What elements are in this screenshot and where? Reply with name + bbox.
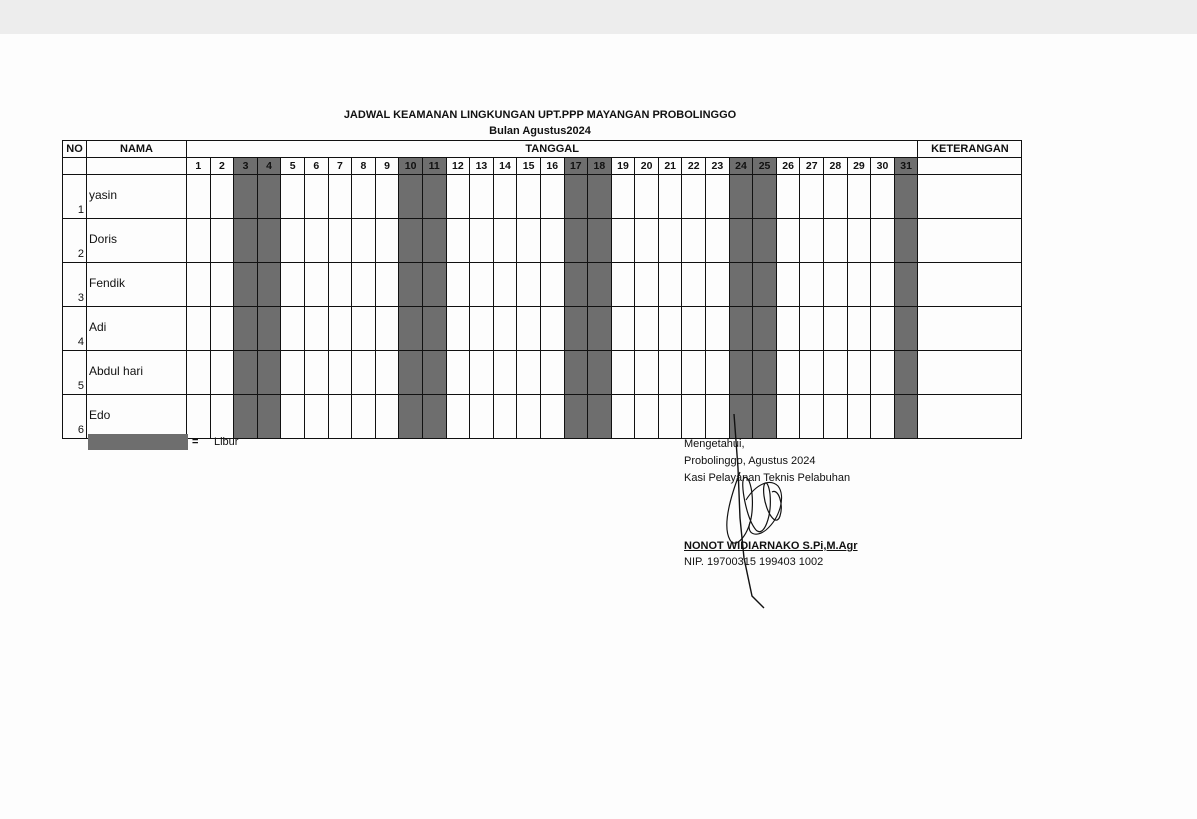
header-no: NO xyxy=(63,141,87,158)
day-number-cell: 30 xyxy=(871,158,895,175)
day-cell xyxy=(328,263,352,307)
day-cell xyxy=(706,307,730,351)
day-cell xyxy=(352,219,376,263)
day-cell xyxy=(352,307,376,351)
day-cell xyxy=(352,351,376,395)
day-number-cell: 16 xyxy=(540,158,564,175)
day-cell-off xyxy=(234,307,258,351)
day-cell-off xyxy=(753,219,777,263)
day-cell xyxy=(493,307,517,351)
day-cell-off xyxy=(399,351,423,395)
day-cell xyxy=(493,219,517,263)
day-cell xyxy=(635,175,659,219)
day-number-cell: 14 xyxy=(493,158,517,175)
table-row xyxy=(63,219,1022,263)
day-cell-off xyxy=(894,307,918,351)
day-cell-off xyxy=(564,175,588,219)
legend-label: Libur xyxy=(214,436,239,448)
day-cell xyxy=(446,395,470,439)
signer-name: NONOT WIDIARNAKO S.Pi,M.Agr xyxy=(684,540,858,552)
day-cell xyxy=(470,395,494,439)
day-cell xyxy=(493,351,517,395)
day-cell xyxy=(824,395,848,439)
day-cell-off xyxy=(257,175,281,219)
day-cell xyxy=(375,263,399,307)
day-cell xyxy=(682,219,706,263)
day-cell xyxy=(517,219,541,263)
day-cell xyxy=(540,263,564,307)
table-row xyxy=(63,263,1022,307)
day-cell xyxy=(824,307,848,351)
day-cell xyxy=(658,351,682,395)
day-cell-off xyxy=(422,395,446,439)
row-name: Fendik xyxy=(87,263,187,307)
day-cell-off xyxy=(588,395,612,439)
day-number-row xyxy=(63,158,1022,175)
day-cell xyxy=(304,219,328,263)
day-cell xyxy=(611,395,635,439)
day-cell xyxy=(635,263,659,307)
day-number-cell: 18 xyxy=(588,158,612,175)
day-cell xyxy=(658,263,682,307)
day-cell xyxy=(776,175,800,219)
day-cell xyxy=(540,307,564,351)
day-number-cell: 15 xyxy=(517,158,541,175)
day-cell xyxy=(658,219,682,263)
row-name: Adi xyxy=(87,307,187,351)
day-cell-off xyxy=(234,263,258,307)
day-cell-off xyxy=(588,351,612,395)
day-cell xyxy=(776,307,800,351)
header-tanggal: TANGGAL xyxy=(187,141,918,158)
row-name: Doris xyxy=(87,219,187,263)
day-number-cell: 9 xyxy=(375,158,399,175)
row-number: 1 xyxy=(63,175,87,219)
day-cell xyxy=(187,307,211,351)
day-cell xyxy=(187,175,211,219)
day-cell xyxy=(871,351,895,395)
day-cell-off xyxy=(257,351,281,395)
day-number-cell: 3 xyxy=(234,158,258,175)
day-cell xyxy=(352,263,376,307)
sign-place-date: Probolinggo, Agustus 2024 xyxy=(684,455,816,467)
day-cell xyxy=(210,263,234,307)
day-cell-off xyxy=(729,219,753,263)
sign-acknowledged: Mengetahui, xyxy=(684,438,745,450)
day-cell-off xyxy=(257,263,281,307)
day-cell xyxy=(540,395,564,439)
row-name: Abdul hari xyxy=(87,351,187,395)
day-cell xyxy=(706,219,730,263)
day-cell xyxy=(682,307,706,351)
day-cell-off xyxy=(894,219,918,263)
day-cell xyxy=(304,395,328,439)
day-cell xyxy=(800,175,824,219)
day-number-cell: 25 xyxy=(753,158,777,175)
day-cell xyxy=(800,219,824,263)
day-number-cell: 13 xyxy=(470,158,494,175)
day-cell xyxy=(847,307,871,351)
day-cell-off xyxy=(422,175,446,219)
day-cell xyxy=(706,351,730,395)
day-cell xyxy=(304,351,328,395)
day-cell xyxy=(375,395,399,439)
day-cell xyxy=(871,263,895,307)
day-cell xyxy=(304,263,328,307)
day-cell-off xyxy=(234,351,258,395)
day-cell-off xyxy=(422,307,446,351)
document-subtitle: Bulan Agustus2024 xyxy=(489,125,591,137)
day-cell-off xyxy=(422,263,446,307)
day-cell-off xyxy=(257,219,281,263)
day-cell xyxy=(304,175,328,219)
row-keterangan xyxy=(918,219,1022,263)
day-number-cell: 12 xyxy=(446,158,470,175)
day-cell-off xyxy=(564,351,588,395)
table-row xyxy=(63,395,1022,439)
day-cell xyxy=(517,307,541,351)
day-cell xyxy=(776,219,800,263)
signer-nip: NIP. 19700315 199403 1002 xyxy=(684,556,824,568)
day-cell xyxy=(847,351,871,395)
day-cell xyxy=(824,351,848,395)
day-cell xyxy=(824,263,848,307)
day-cell xyxy=(517,351,541,395)
day-cell xyxy=(847,219,871,263)
day-cell-off xyxy=(399,307,423,351)
day-cell xyxy=(517,395,541,439)
day-cell-off xyxy=(753,351,777,395)
row-keterangan xyxy=(918,175,1022,219)
day-cell xyxy=(824,219,848,263)
day-cell xyxy=(304,307,328,351)
header-keterangan-blank xyxy=(918,158,1022,175)
day-cell xyxy=(871,395,895,439)
day-cell-off xyxy=(894,351,918,395)
day-cell xyxy=(210,175,234,219)
day-number-cell: 20 xyxy=(635,158,659,175)
day-cell xyxy=(375,351,399,395)
legend-equals: = xyxy=(192,436,199,448)
day-cell xyxy=(328,175,352,219)
day-cell xyxy=(635,351,659,395)
day-cell xyxy=(682,351,706,395)
day-cell xyxy=(281,219,305,263)
day-cell xyxy=(847,395,871,439)
day-cell-off xyxy=(422,351,446,395)
day-cell xyxy=(375,175,399,219)
day-cell xyxy=(706,175,730,219)
day-cell-off xyxy=(753,175,777,219)
day-cell xyxy=(540,175,564,219)
day-number-cell: 21 xyxy=(658,158,682,175)
day-cell xyxy=(635,307,659,351)
day-cell-off xyxy=(894,263,918,307)
day-number-cell: 29 xyxy=(847,158,871,175)
day-cell xyxy=(517,175,541,219)
day-cell xyxy=(446,351,470,395)
day-cell xyxy=(470,307,494,351)
day-cell xyxy=(871,219,895,263)
day-number-cell: 6 xyxy=(304,158,328,175)
row-number: 6 xyxy=(63,395,87,439)
day-cell-off xyxy=(399,175,423,219)
day-cell xyxy=(328,307,352,351)
scan-top-band xyxy=(0,0,1197,34)
day-cell xyxy=(847,175,871,219)
day-cell xyxy=(281,351,305,395)
day-cell xyxy=(352,175,376,219)
row-number: 3 xyxy=(63,263,87,307)
day-cell xyxy=(847,263,871,307)
day-cell xyxy=(493,395,517,439)
legend-swatch xyxy=(88,434,188,450)
day-number-cell: 7 xyxy=(328,158,352,175)
day-cell-off xyxy=(588,219,612,263)
day-cell-off xyxy=(729,175,753,219)
day-cell-off xyxy=(894,175,918,219)
header-nama-blank xyxy=(87,158,187,175)
day-cell xyxy=(446,219,470,263)
day-cell-off xyxy=(729,263,753,307)
day-cell xyxy=(210,351,234,395)
day-cell xyxy=(540,219,564,263)
day-cell xyxy=(281,307,305,351)
row-keterangan xyxy=(918,395,1022,439)
day-cell xyxy=(540,351,564,395)
day-cell xyxy=(210,219,234,263)
day-cell-off xyxy=(588,307,612,351)
day-cell-off xyxy=(399,219,423,263)
day-cell xyxy=(328,219,352,263)
handwritten-signature xyxy=(700,408,810,612)
row-number: 4 xyxy=(63,307,87,351)
day-cell xyxy=(776,351,800,395)
row-keterangan xyxy=(918,263,1022,307)
day-cell xyxy=(281,263,305,307)
schedule-table xyxy=(62,140,1022,439)
day-cell xyxy=(800,351,824,395)
day-number-cell: 8 xyxy=(352,158,376,175)
day-cell xyxy=(187,351,211,395)
day-cell-off xyxy=(257,307,281,351)
day-cell xyxy=(493,175,517,219)
day-cell xyxy=(800,263,824,307)
day-cell-off xyxy=(588,263,612,307)
day-cell xyxy=(375,307,399,351)
day-cell xyxy=(446,175,470,219)
row-name: Edo xyxy=(87,395,187,439)
day-cell xyxy=(611,307,635,351)
day-cell-off xyxy=(399,395,423,439)
day-cell-off xyxy=(753,263,777,307)
day-cell xyxy=(328,395,352,439)
day-number-cell: 10 xyxy=(399,158,423,175)
day-cell-off xyxy=(422,219,446,263)
day-number-cell: 11 xyxy=(422,158,446,175)
day-number-cell: 5 xyxy=(281,158,305,175)
day-cell-off xyxy=(257,395,281,439)
day-number-cell: 19 xyxy=(611,158,635,175)
day-number-cell: 4 xyxy=(257,158,281,175)
day-cell-off xyxy=(234,219,258,263)
header-nama: NAMA xyxy=(87,141,187,158)
day-cell-off xyxy=(729,351,753,395)
day-cell xyxy=(824,175,848,219)
day-cell xyxy=(446,263,470,307)
day-cell-off xyxy=(753,307,777,351)
day-cell xyxy=(281,175,305,219)
day-cell-off xyxy=(564,395,588,439)
day-number-cell: 17 xyxy=(564,158,588,175)
day-number-cell: 2 xyxy=(210,158,234,175)
day-cell xyxy=(328,351,352,395)
row-name: yasin xyxy=(87,175,187,219)
table-row xyxy=(63,307,1022,351)
row-number: 2 xyxy=(63,219,87,263)
day-cell-off xyxy=(729,307,753,351)
day-cell xyxy=(210,307,234,351)
day-cell-off xyxy=(588,175,612,219)
day-cell xyxy=(871,307,895,351)
day-cell xyxy=(635,219,659,263)
day-cell xyxy=(352,395,376,439)
day-cell xyxy=(682,263,706,307)
day-cell xyxy=(658,395,682,439)
day-number-cell: 26 xyxy=(776,158,800,175)
row-number: 5 xyxy=(63,351,87,395)
day-cell xyxy=(470,263,494,307)
day-cell xyxy=(635,395,659,439)
day-number-cell: 22 xyxy=(682,158,706,175)
day-cell xyxy=(800,307,824,351)
day-number-cell: 23 xyxy=(706,158,730,175)
table-row xyxy=(63,175,1022,219)
day-cell xyxy=(611,263,635,307)
day-cell-off xyxy=(894,395,918,439)
day-cell xyxy=(611,175,635,219)
day-cell-off xyxy=(564,219,588,263)
day-number-cell: 24 xyxy=(729,158,753,175)
day-cell xyxy=(611,219,635,263)
day-cell-off xyxy=(564,307,588,351)
day-cell xyxy=(871,175,895,219)
day-cell xyxy=(493,263,517,307)
sign-position: Kasi Pelayanan Teknis Pelabuhan xyxy=(684,472,851,484)
day-number-cell: 27 xyxy=(800,158,824,175)
day-number-cell: 31 xyxy=(894,158,918,175)
day-cell xyxy=(517,263,541,307)
day-number-cell: 1 xyxy=(187,158,211,175)
day-cell xyxy=(470,219,494,263)
day-cell-off xyxy=(234,395,258,439)
day-cell xyxy=(281,395,305,439)
table-row xyxy=(63,351,1022,395)
day-cell xyxy=(706,263,730,307)
day-cell-off xyxy=(234,175,258,219)
day-number-cell: 28 xyxy=(824,158,848,175)
day-cell xyxy=(611,351,635,395)
day-cell xyxy=(187,219,211,263)
day-cell xyxy=(446,307,470,351)
day-cell xyxy=(187,395,211,439)
row-keterangan xyxy=(918,351,1022,395)
day-cell xyxy=(470,175,494,219)
day-cell xyxy=(682,175,706,219)
day-cell xyxy=(375,219,399,263)
day-cell-off xyxy=(399,263,423,307)
day-cell xyxy=(210,395,234,439)
row-keterangan xyxy=(918,307,1022,351)
day-cell xyxy=(776,263,800,307)
day-cell xyxy=(658,307,682,351)
header-row xyxy=(63,141,1022,158)
document-title: JADWAL KEAMANAN LINGKUNGAN UPT.PPP MAYANGAN PROBOLINGGO xyxy=(343,109,737,121)
day-cell xyxy=(658,175,682,219)
day-cell-off xyxy=(564,263,588,307)
day-cell xyxy=(470,351,494,395)
header-keterangan: KETERANGAN xyxy=(918,141,1022,158)
header-no-blank xyxy=(63,158,87,175)
day-cell xyxy=(187,263,211,307)
